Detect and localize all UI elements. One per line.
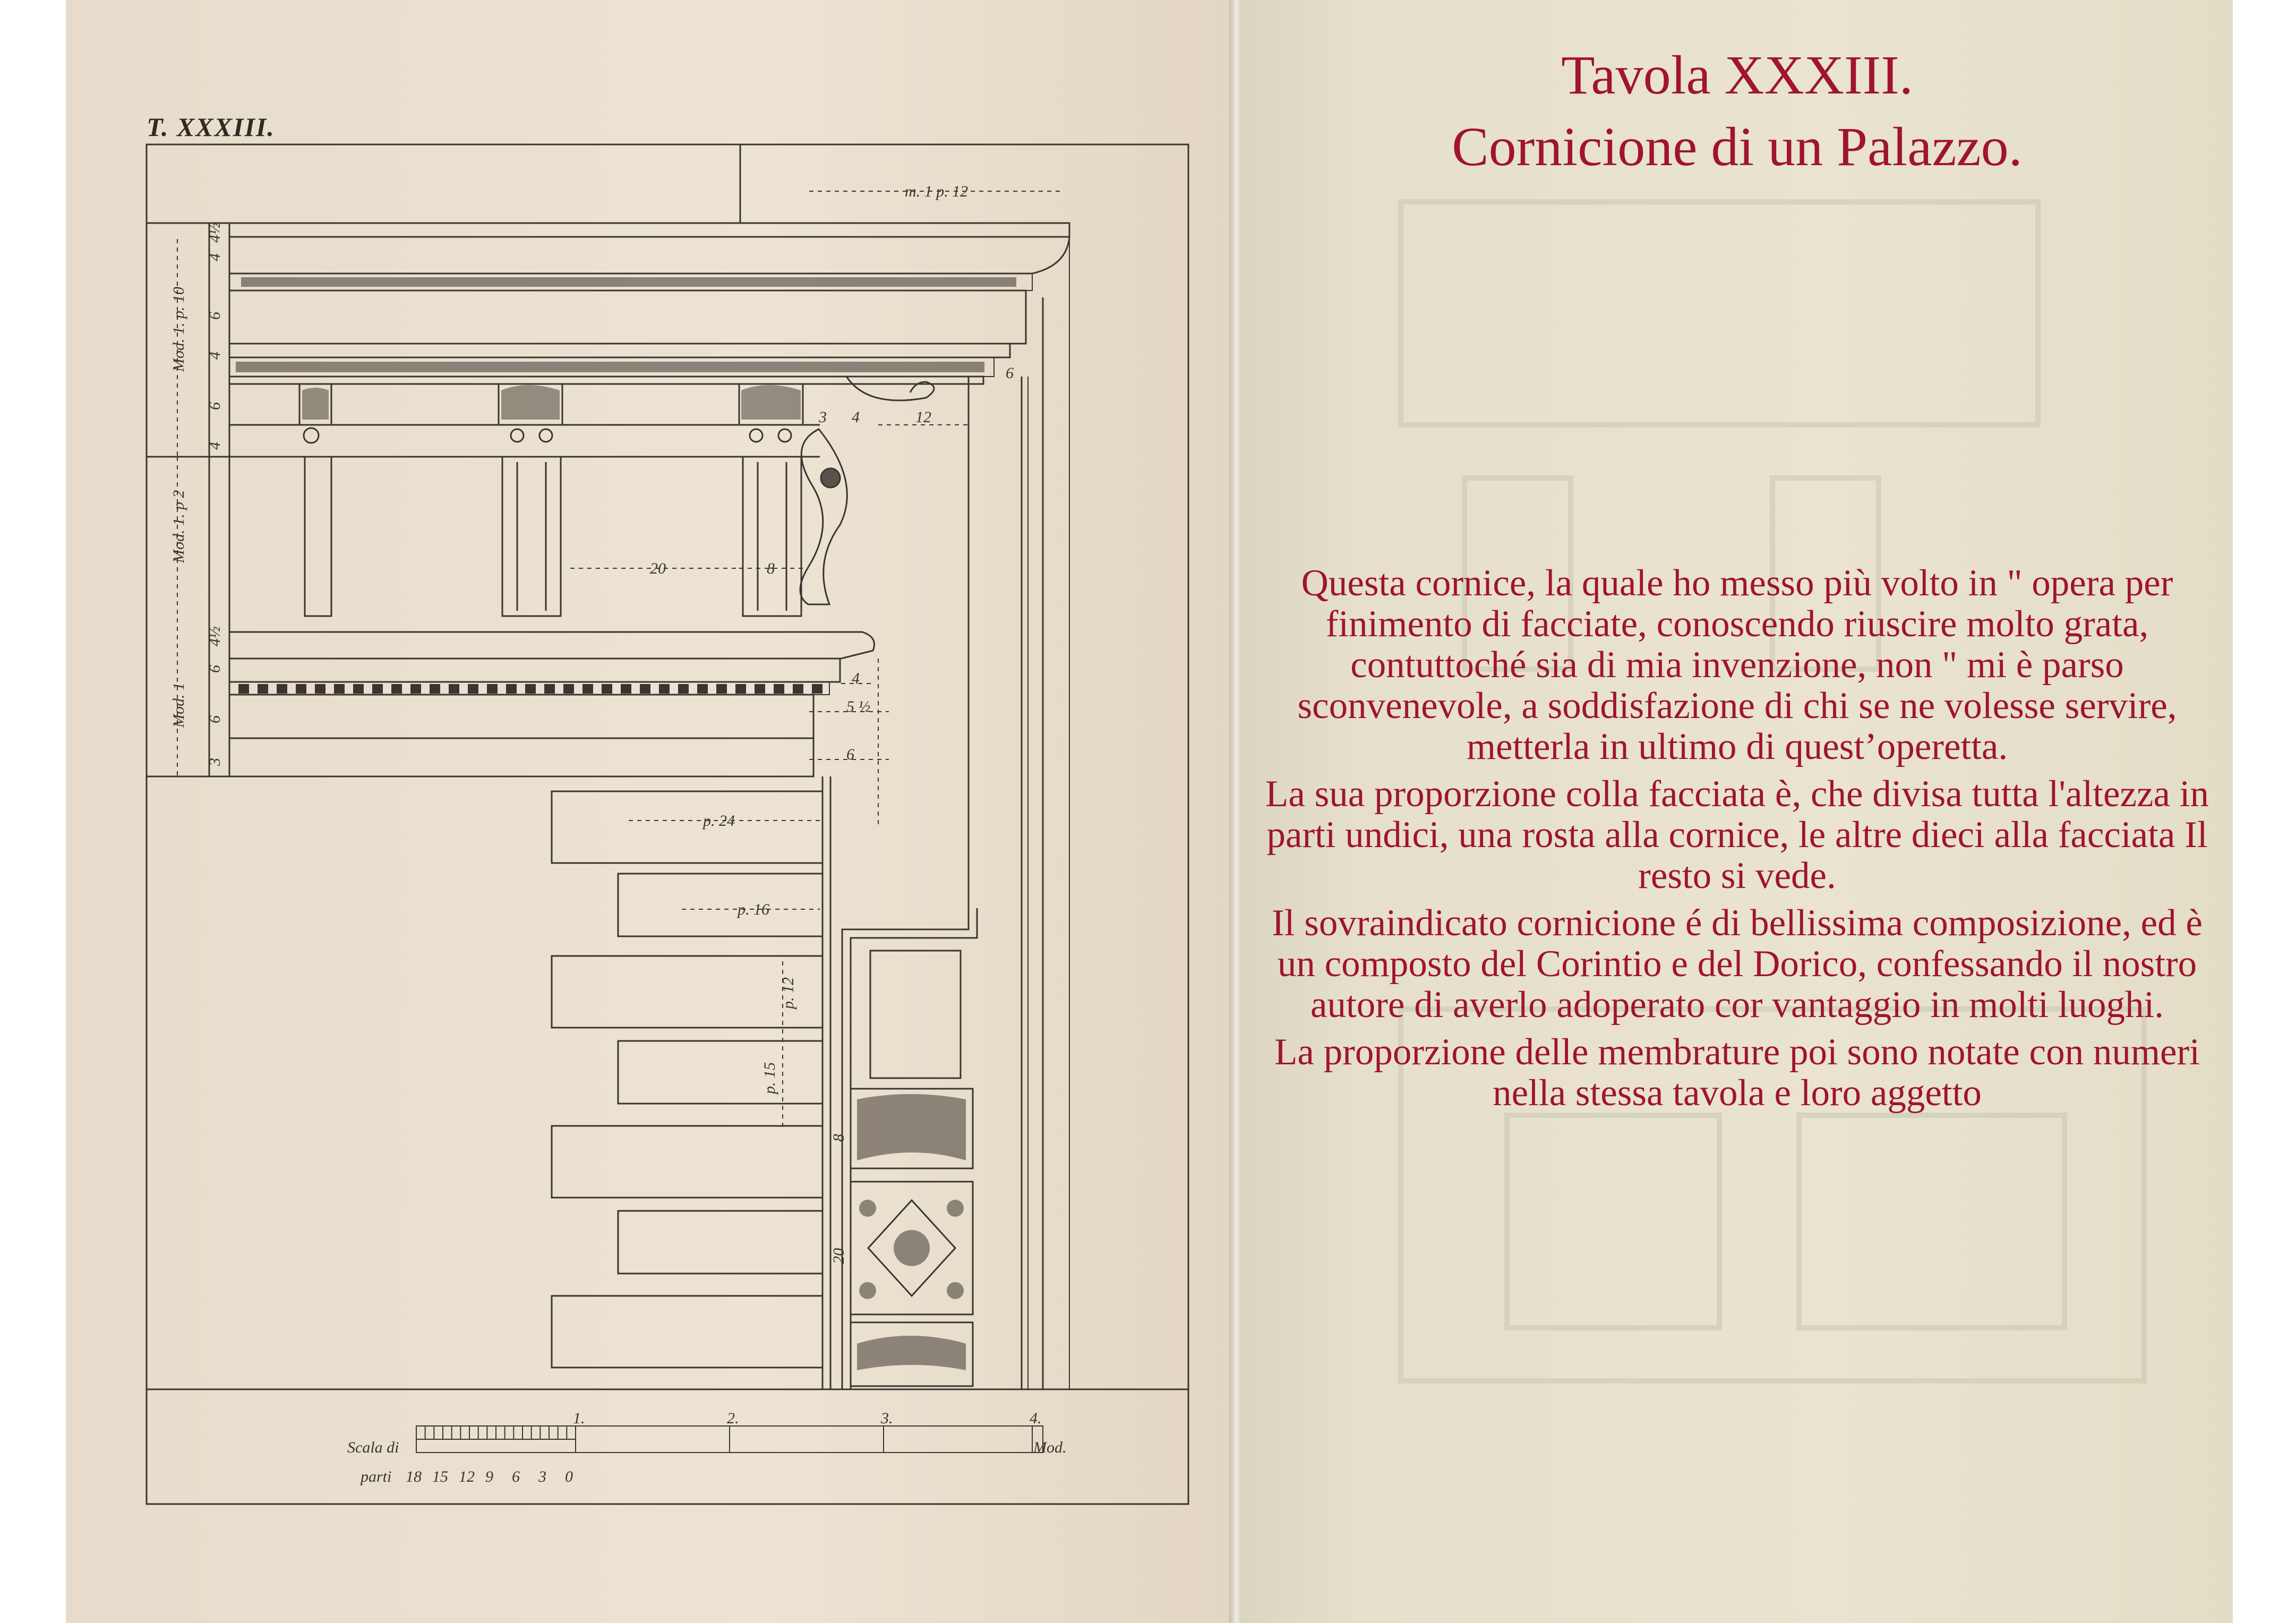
scale-part-label: 0 [565,1468,573,1485]
dim-proj-b: 5 ½ [846,698,870,715]
rusticated-blocks [552,776,830,1389]
dim-panel-1: 8 [830,1134,847,1142]
dim-proj-c: 6 [846,746,854,763]
plate-frame [147,144,1188,1504]
left-page-plate [66,0,1229,1623]
dentil [238,684,249,694]
dim-panel-2: 20 [830,1248,847,1264]
dentil [449,684,459,694]
book-gutter [1229,0,1241,1623]
dentil [812,684,823,694]
left-tick-label: 6 [206,665,224,673]
dentil [430,684,440,694]
dim-proj-a: 4 [852,670,860,687]
dim-console-a: 3 [819,408,827,426]
dentil [277,684,287,694]
dentil [621,684,631,694]
scale-part-label: 9 [485,1468,493,1485]
dim-block-1: p. 24 [703,812,735,830]
dentil [755,684,765,694]
left-tick-label: 4 [206,442,224,450]
dentil [487,684,498,694]
dim-block-2: p. 16 [738,901,769,918]
plate-number: T. XXXIII. [147,112,275,142]
dentil [716,684,727,694]
dentil [697,684,708,694]
left-tick-label: 6 [206,312,224,320]
dim-block-3: p. 12 [779,977,797,1009]
page-title-line-2: Cornicione di un Palazzo. [1452,116,2023,177]
dentil [353,684,364,694]
dentil [410,684,421,694]
dentil [602,684,612,694]
paragraph-3: Il sovraindicato cornicione é di bellissima composizione, ed è un composto del Corintio e del Dorico, confessando il nostro autore di averlo adoperato cor vantaggio in molti luoghi. [1272,902,2203,1026]
body-text [1252,563,2222,1120]
scale-unit: Mod. [1033,1439,1067,1456]
dentil [258,684,268,694]
dim-console-b: 4 [852,408,860,426]
dim-block-4: p. 15 [761,1062,778,1094]
dim-console-d: 6 [1006,364,1014,382]
right-page-text [1241,0,2233,1623]
engraving-drawing [66,0,1229,1623]
left-tick-label: 4 [206,352,224,360]
dentil [525,684,536,694]
dentil [735,684,746,694]
scale-bar [416,1426,1043,1453]
left-tick-label: 6 [206,402,224,410]
dentil [296,684,306,694]
dentil [506,684,517,694]
scale-module-label: 4. [1030,1410,1042,1427]
dentil [774,684,784,694]
paragraph-2: La sua proporzione colla facciata è, che divisa tutta l'altezza in parti undici, una rosta alla cornice, le altre dieci alla facciata Il resto si vede. [1265,773,2209,896]
dim-pilaster: 8 [767,560,775,577]
paragraph-1: Questa cornice, la quale ho messo più volto in " opera per finimento di facciate, conoscendo riuscire molto grata, contuttoché sia di mia invenzione, non " mi è parso sconvenevole, a soddisfazione di chi se ne volesse servire, metterla in ultimo di quest’operetta. [1297,562,2177,767]
dim-mod-middle: Mod. 1. p 2 [170,490,187,563]
left-tick-label: 6 [206,715,224,723]
scale-part-label: 15 [432,1468,448,1485]
left-tick-label: 4 [206,253,224,261]
dentil [334,684,345,694]
dim-mod-lower: Mod. 1 [170,682,187,728]
scale-part-label: 3 [538,1468,546,1485]
dentil [582,684,593,694]
scale-module-label: 2. [727,1410,739,1427]
dim-console-c: 12 [915,408,931,426]
dentil [544,684,555,694]
scale-label-2: parti [361,1468,392,1485]
scale-part-label: 18 [406,1468,422,1485]
scale-label-1: Scala di [347,1439,399,1456]
dim-mod-upper: Mod. 1. p. 10 [170,287,187,372]
dentil [678,684,689,694]
scale-part-label: 12 [459,1468,475,1485]
dentil [391,684,402,694]
scale-module-label: 1. [573,1410,585,1427]
dentil [563,684,574,694]
dentil [468,684,478,694]
scale-part-label: 6 [512,1468,520,1485]
left-tick-label: 4½ [206,626,224,646]
paragraph-4: La proporzione delle membrature poi sono notate con numeri nella stessa tavola e loro aggetto [1274,1031,2200,1114]
dentil [793,684,803,694]
dim-top: m. 1 p. 12 [905,183,969,200]
dentil [659,684,670,694]
dim-space: 20 [650,560,666,577]
dentil [372,684,383,694]
dentil [640,684,650,694]
page-title-line-1: Tavola XXXIII. [1561,45,1913,106]
scale-module-label: 3. [881,1410,893,1427]
left-tick-label: 3 [206,758,224,766]
dentil [315,684,325,694]
left-tick-label: 4½ [206,223,224,243]
